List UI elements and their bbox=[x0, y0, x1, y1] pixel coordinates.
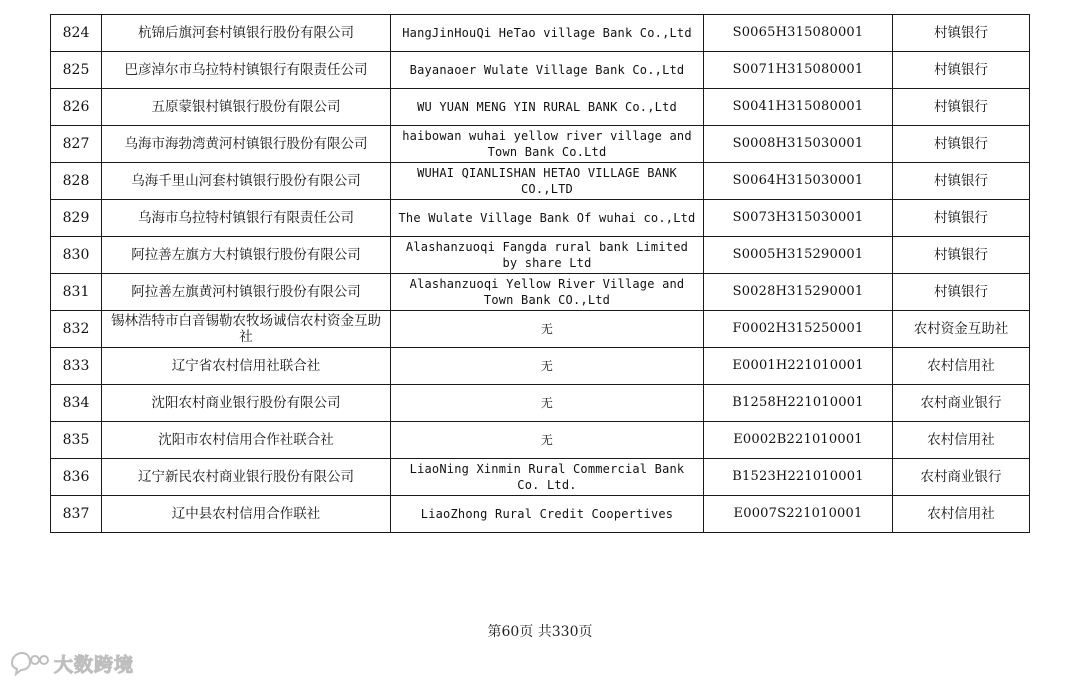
license-code: S0008H315030001 bbox=[704, 126, 893, 163]
institution-name-en: 无 bbox=[391, 311, 704, 348]
institution-name-zh: 杭锦后旗河套村镇银行股份有限公司 bbox=[102, 15, 391, 52]
row-number: 825 bbox=[51, 52, 102, 89]
table-body bbox=[51, 15, 1030, 533]
row-number: 835 bbox=[51, 422, 102, 459]
bank-registry-table bbox=[50, 14, 1030, 533]
institution-type: 农村信用社 bbox=[893, 348, 1030, 385]
institution-name-zh: 阿拉善左旗黄河村镇银行股份有限公司 bbox=[102, 274, 391, 311]
institution-type: 村镇银行 bbox=[893, 237, 1030, 274]
institution-name-zh: 乌海千里山河套村镇银行股份有限公司 bbox=[102, 163, 391, 200]
institution-type: 村镇银行 bbox=[893, 89, 1030, 126]
institution-name-en: Bayanaoer Wulate Village Bank Co.,Ltd bbox=[391, 52, 704, 89]
institution-type: 农村信用社 bbox=[893, 496, 1030, 533]
license-code: B1523H221010001 bbox=[704, 459, 893, 496]
institution-name-en: Alashanzuoqi Fangda rural bank Limited by share Ltd bbox=[391, 237, 704, 274]
institution-name-zh: 辽宁省农村信用社联合社 bbox=[102, 348, 391, 385]
license-code: F0002H315250001 bbox=[704, 311, 893, 348]
license-code: E0007S221010001 bbox=[704, 496, 893, 533]
institution-type: 村镇银行 bbox=[893, 15, 1030, 52]
table-row bbox=[51, 385, 1030, 422]
institution-type: 农村商业银行 bbox=[893, 459, 1030, 496]
institution-name-zh: 辽中县农村信用合作联社 bbox=[102, 496, 391, 533]
row-number: 837 bbox=[51, 496, 102, 533]
institution-name-en: 无 bbox=[391, 422, 704, 459]
table-row bbox=[51, 348, 1030, 385]
row-number: 827 bbox=[51, 126, 102, 163]
speech-bubble-icon bbox=[8, 651, 50, 677]
institution-name-zh: 辽宁新民农村商业银行股份有限公司 bbox=[102, 459, 391, 496]
institution-type: 农村信用社 bbox=[893, 422, 1030, 459]
institution-type: 村镇银行 bbox=[893, 126, 1030, 163]
license-code: E0001H221010001 bbox=[704, 348, 893, 385]
row-number: 826 bbox=[51, 89, 102, 126]
institution-name-en: WU YUAN MENG YIN RURAL BANK Co.,Ltd bbox=[391, 89, 704, 126]
row-number: 824 bbox=[51, 15, 102, 52]
institution-name-zh: 沈阳市农村信用合作社联合社 bbox=[102, 422, 391, 459]
table-row bbox=[51, 200, 1030, 237]
institution-type: 农村商业银行 bbox=[893, 385, 1030, 422]
institution-name-en: 无 bbox=[391, 385, 704, 422]
row-number: 828 bbox=[51, 163, 102, 200]
table-row bbox=[51, 89, 1030, 126]
institution-name-zh: 阿拉善左旗方大村镇银行股份有限公司 bbox=[102, 237, 391, 274]
row-number: 829 bbox=[51, 200, 102, 237]
row-number: 830 bbox=[51, 237, 102, 274]
institution-name-zh: 乌海市海勃湾黄河村镇银行股份有限公司 bbox=[102, 126, 391, 163]
institution-name-en: 无 bbox=[391, 348, 704, 385]
license-code: S0041H315080001 bbox=[704, 89, 893, 126]
institution-type: 农村资金互助社 bbox=[893, 311, 1030, 348]
institution-name-zh: 巴彦淖尔市乌拉特村镇银行有限责任公司 bbox=[102, 52, 391, 89]
watermark bbox=[8, 650, 134, 677]
license-code: S0064H315030001 bbox=[704, 163, 893, 200]
institution-type: 村镇银行 bbox=[893, 163, 1030, 200]
institution-name-en: WUHAI QIANLISHAN HETAO VILLAGE BANK CO.,LTD bbox=[391, 163, 704, 200]
table-row bbox=[51, 126, 1030, 163]
license-code: B1258H221010001 bbox=[704, 385, 893, 422]
row-number: 836 bbox=[51, 459, 102, 496]
institution-name-en: HangJinHouQi HeTao village Bank Co.,Ltd bbox=[391, 15, 704, 52]
license-code: S0065H315080001 bbox=[704, 15, 893, 52]
institution-name-en: LiaoNing Xinmin Rural Commercial Bank Co. Ltd. bbox=[391, 459, 704, 496]
license-code: S0028H315290001 bbox=[704, 274, 893, 311]
table-row bbox=[51, 237, 1030, 274]
page-number: 第60页 共330页 bbox=[487, 624, 593, 640]
license-code: E0002B221010001 bbox=[704, 422, 893, 459]
row-number: 831 bbox=[51, 274, 102, 311]
institution-name-zh: 锡林浩特市白音锡勒农牧场诚信农村资金互助社 bbox=[102, 311, 391, 348]
table-row bbox=[51, 459, 1030, 496]
license-code: S0005H315290001 bbox=[704, 237, 893, 274]
institution-name-zh: 乌海市乌拉特村镇银行有限责任公司 bbox=[102, 200, 391, 237]
row-number: 834 bbox=[51, 385, 102, 422]
institution-type: 村镇银行 bbox=[893, 274, 1030, 311]
license-code: S0071H315080001 bbox=[704, 52, 893, 89]
table-row bbox=[51, 496, 1030, 533]
table-row bbox=[51, 311, 1030, 348]
institution-name-en: haibowan wuhai yellow river village and Town Bank Co.Ltd bbox=[391, 126, 704, 163]
license-code: S0073H315030001 bbox=[704, 200, 893, 237]
row-number: 832 bbox=[51, 311, 102, 348]
table-row bbox=[51, 52, 1030, 89]
institution-type: 村镇银行 bbox=[893, 52, 1030, 89]
institution-name-en: The Wulate Village Bank Of wuhai co.,Ltd bbox=[391, 200, 704, 237]
institution-name-zh: 沈阳农村商业银行股份有限公司 bbox=[102, 385, 391, 422]
table-row bbox=[51, 163, 1030, 200]
institution-name-en: LiaoZhong Rural Credit Coopertives bbox=[391, 496, 704, 533]
watermark-text: 大数跨境 bbox=[54, 654, 135, 676]
row-number: 833 bbox=[51, 348, 102, 385]
institution-name-en: Alashanzuoqi Yellow River Village and Town Bank CO.,Ltd bbox=[391, 274, 704, 311]
institution-type: 村镇银行 bbox=[893, 200, 1030, 237]
table-row bbox=[51, 274, 1030, 311]
table-row bbox=[51, 15, 1030, 52]
institution-name-zh: 五原蒙银村镇银行股份有限公司 bbox=[102, 89, 391, 126]
table-row bbox=[51, 422, 1030, 459]
